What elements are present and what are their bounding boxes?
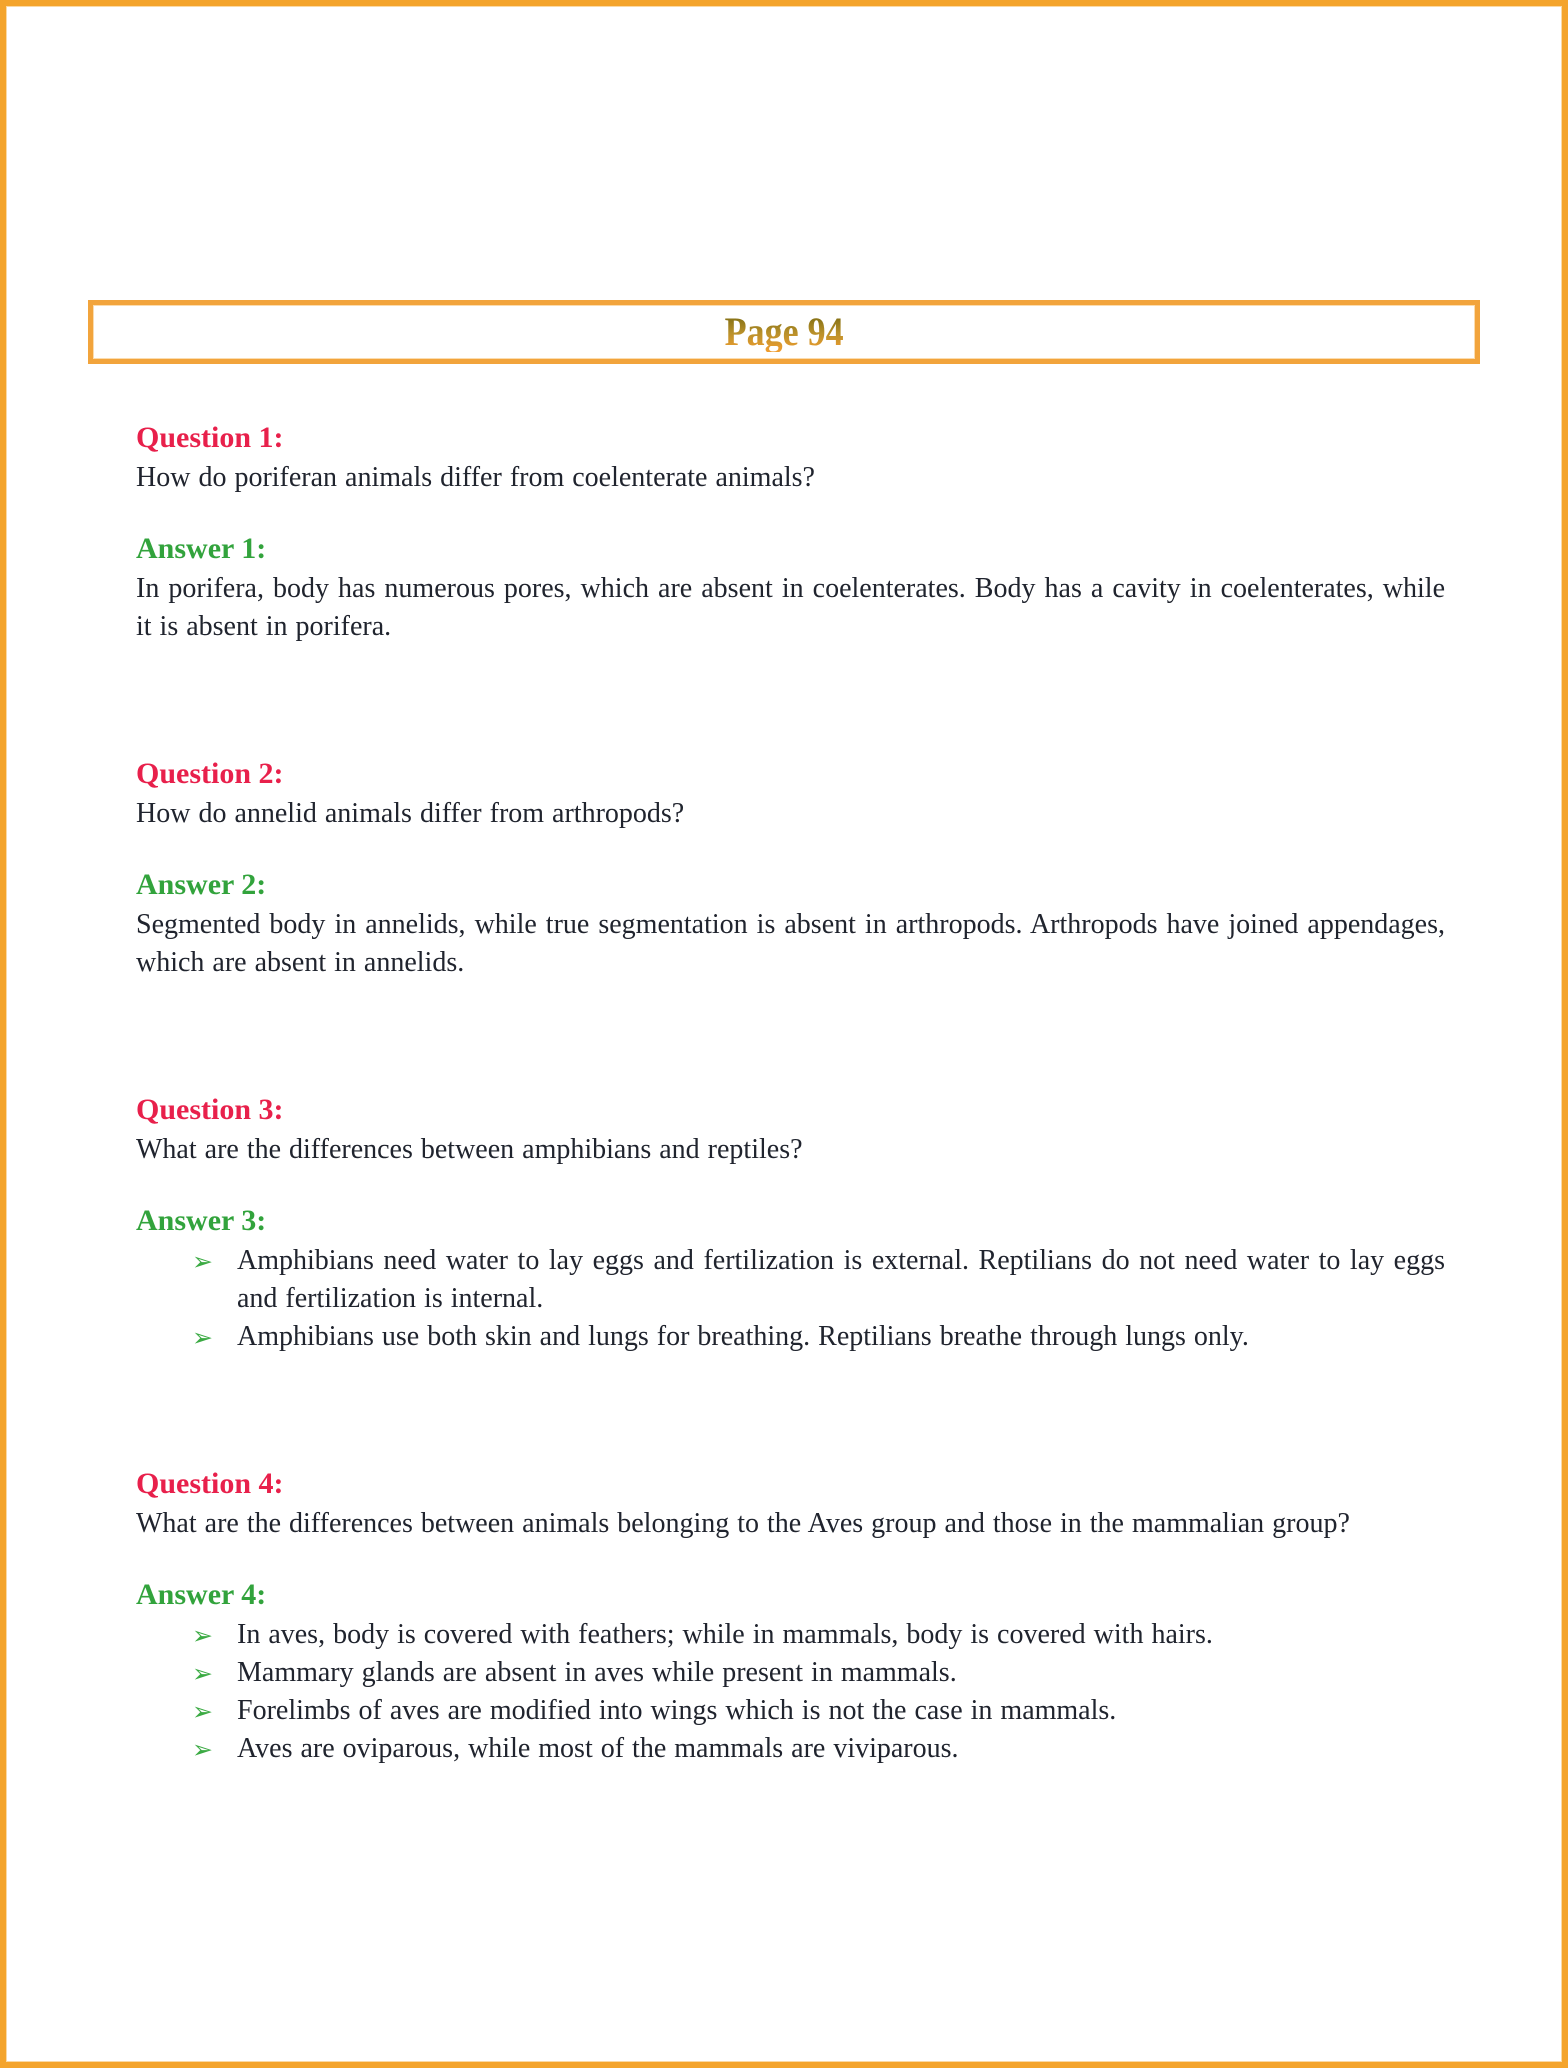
qa-section (136, 1466, 1445, 1768)
question-label: Question 3: (136, 1093, 284, 1126)
answer-bullet-text: In aves, body is covered with feathers; while in mammals, body is covered with hairs. (237, 1619, 1213, 1650)
answer-label: Answer 4: (136, 1578, 267, 1611)
answer-bullet-item (192, 1318, 1445, 1356)
answer-bullet-text: Mammary glands are absent in aves while present in mammals. (237, 1657, 957, 1688)
arrow-bullet-icon: ➢ (192, 1659, 213, 1688)
answer-bullet-item (192, 1692, 1445, 1730)
answer-bullet-text: Aves are oviparous, while most of the mammals are viviparous. (237, 1733, 959, 1764)
answer-label: Answer 2: (136, 868, 267, 901)
answer-bullet-list (136, 1242, 1445, 1356)
qa-section (136, 1092, 1445, 1356)
question-label: Question 2: (136, 757, 284, 790)
answer-bullet-text: Forelimbs of aves are modified into wings which is not the case in mammals. (237, 1695, 1117, 1726)
page-header-box (88, 300, 1480, 364)
page-title: Page 94 (724, 309, 844, 354)
arrow-bullet-icon: ➢ (192, 1621, 213, 1650)
answer-bullet-item (192, 1730, 1445, 1768)
answer-bullet-item (192, 1654, 1445, 1692)
question-label: Question 1: (136, 421, 284, 454)
arrow-bullet-icon: ➢ (192, 1247, 213, 1276)
question-label: Question 4: (136, 1467, 284, 1500)
answer-bullet-text: Amphibians need water to lay eggs and fertilization is external. Reptilians do not need water to lay eggs and fertilization is internal. (237, 1245, 1445, 1314)
answer-label: Answer 1: (136, 532, 267, 565)
answer-bullet-text: Amphibians use both skin and lungs for breathing. Reptilians breathe through lungs only. (237, 1321, 1249, 1352)
answer-bullet-item (192, 1242, 1445, 1318)
question-text: How do annelid animals differ from arthropods? (136, 798, 685, 829)
answer-bullet-list (136, 1616, 1445, 1768)
answer-label: Answer 3: (136, 1204, 267, 1237)
arrow-bullet-icon: ➢ (192, 1323, 213, 1352)
qa-content (6, 364, 1562, 1768)
qa-section (136, 420, 1445, 646)
question-text: What are the differences between animals belonging to the Aves group and those in the mammalian group? (136, 1508, 1350, 1539)
question-text: How do poriferan animals differ from coelenterate animals? (136, 462, 815, 493)
arrow-bullet-icon: ➢ (192, 1735, 213, 1764)
question-text: What are the differences between amphibians and reptiles? (136, 1134, 803, 1165)
qa-section (136, 756, 1445, 982)
arrow-bullet-icon: ➢ (192, 1697, 213, 1726)
answer-text: In porifera, body has numerous pores, which are absent in coelenterates. Body has a cavity in coelenterates, while it is absent in porifera. (136, 573, 1445, 642)
answer-text: Segmented body in annelids, while true segmentation is absent in arthropods. Arthropods have joined appendages, which are absent in annelids. (136, 909, 1445, 978)
answer-bullet-item (192, 1616, 1445, 1654)
